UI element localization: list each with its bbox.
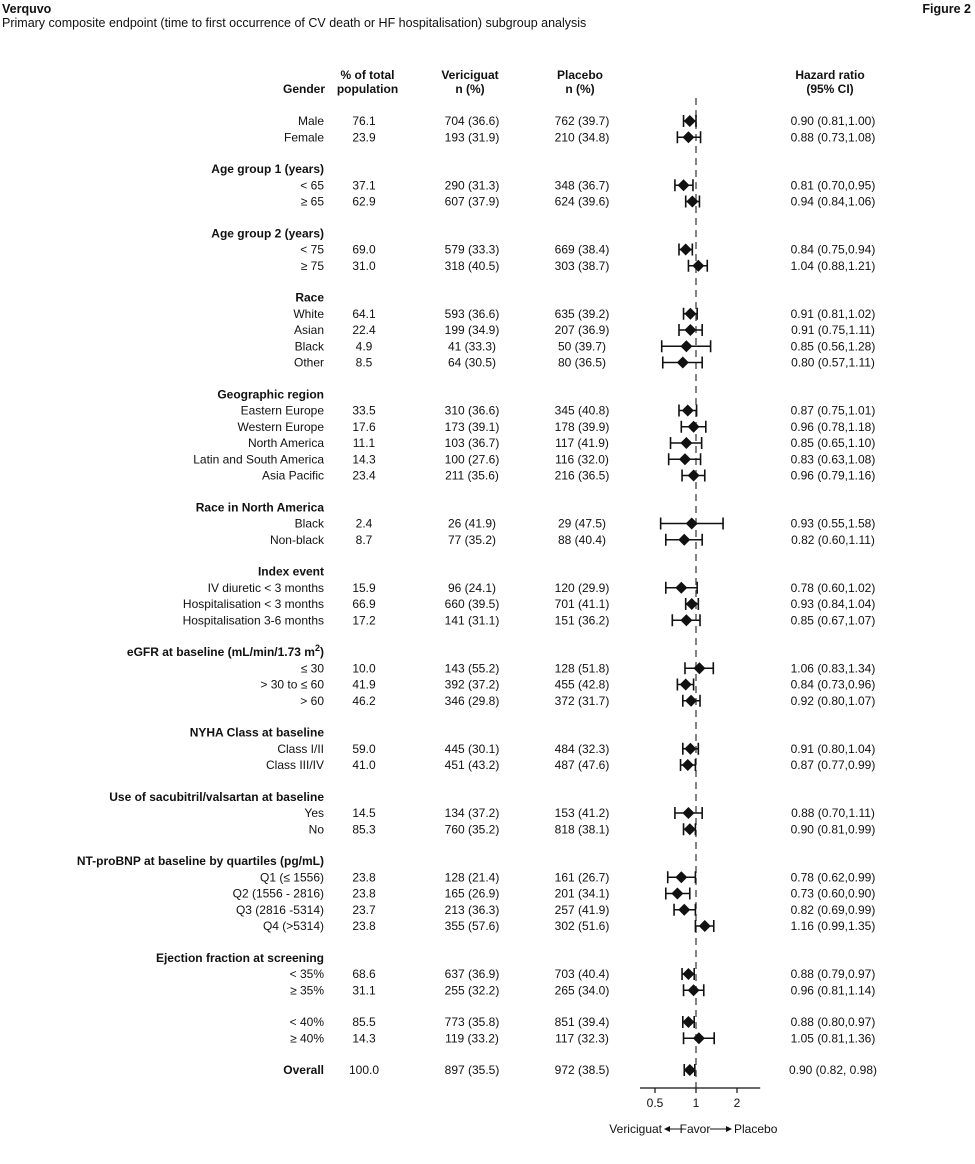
subgroup-label: ≥ 65: [300, 194, 324, 209]
point-estimate-marker: [675, 582, 687, 594]
placebo-cell: 120 (29.9): [554, 580, 610, 595]
subgroup-header: eGFR at baseline (mL/min/1.73 $m^2$): [126, 643, 324, 659]
point-estimate-marker: [684, 308, 696, 320]
placebo-cell: 972 (38.5): [554, 1063, 610, 1077]
placebo-cell: 207 (36.9): [554, 323, 610, 337]
point-estimate-marker: [682, 1016, 694, 1028]
subgroup-header: NT-proBNP at baseline by quartiles (pg/mL): [76, 854, 324, 868]
vericiguat-cell: 193 (31.9): [444, 130, 500, 145]
point-estimate-marker: [682, 131, 694, 143]
subgroup-label: North America: [247, 436, 324, 450]
percent-cell: 8.7: [355, 532, 373, 547]
subgroup-label: Latin and South America: [193, 452, 324, 467]
point-estimate-marker: [682, 968, 694, 980]
subgroup-label: > 30 to ≤ 60: [260, 677, 324, 692]
subgroup-label: < 40%: [289, 1015, 324, 1029]
vericiguat-cell: 445 (30.1): [444, 741, 500, 756]
hazard-ratio-cell: 0.96 (0.81,1.14): [790, 983, 876, 998]
subgroup-label: Female: [283, 130, 324, 145]
hazard-ratio-cell: 0.81 (0.70,0.95): [790, 178, 876, 193]
placebo-header-line1: Placebo: [556, 68, 604, 82]
placebo-cell: 80 (36.5): [557, 355, 607, 370]
point-estimate-marker: [678, 179, 690, 191]
subgroup-label: Asian: [293, 323, 324, 337]
hazard-ratio-cell: 0.84 (0.73,0.96): [790, 677, 876, 692]
point-estimate-marker: [684, 743, 696, 755]
placebo-cell: 701 (41.1): [554, 597, 610, 611]
placebo-cell: 88 (40.4): [557, 532, 607, 547]
hazard-ratio-cell: 0.88 (0.70,1.11): [791, 806, 875, 820]
vericiguat-cell: 760 (35.2): [444, 822, 500, 837]
hazard-ratio-cell: 0.90 (0.81,1.00): [790, 114, 876, 128]
vericiguat-cell: 593 (36.6): [444, 306, 500, 321]
vericiguat-cell: 143 (55.2): [444, 661, 500, 676]
placebo-cell: 178 (39.9): [554, 419, 610, 434]
percent-cell: 85.3: [352, 822, 376, 837]
hazard-ratio-cell: 1.06 (0.83,1.34): [790, 661, 876, 676]
subgroup-label: Q3 (2816 -5314): [235, 902, 324, 917]
percent-cell: 10.0: [352, 661, 376, 676]
hazard-ratio-cell: 0.87 (0.77,0.99): [790, 758, 876, 772]
favor-label: Favor: [679, 1122, 711, 1136]
placebo-cell: 153 (41.2): [554, 806, 610, 820]
subgroup-label: Q1 (≤ 1556): [260, 870, 324, 885]
subgroup-label: Q4 (>5314): [262, 919, 324, 933]
percent-cell: 31.0: [352, 258, 376, 273]
point-estimate-marker: [671, 888, 683, 900]
subgroup-label: Hospitalisation 3-6 months: [182, 613, 324, 628]
hazard-ratio-cell: 0.78 (0.60,1.02): [790, 580, 876, 595]
hazard-ratio-cell: 0.88 (0.73,1.08): [790, 130, 876, 145]
hazard-ratio-cell: 0.93 (0.84,1.04): [790, 597, 876, 611]
point-estimate-marker: [699, 920, 711, 932]
hazard-ratio-header-line1: Hazard ratio: [795, 68, 865, 82]
vericiguat-cell: 134 (37.2): [444, 806, 500, 820]
vericiguat-cell: 77 (35.2): [447, 532, 497, 547]
placebo-cell: 302 (51.6): [554, 919, 610, 933]
vericiguat-cell: 290 (31.3): [444, 178, 500, 193]
percent-cell: 14.5: [352, 806, 376, 820]
subgroup-header: Age group 2 (years): [211, 226, 324, 241]
vericiguat-cell: 173 (39.1): [444, 419, 500, 434]
point-estimate-marker: [684, 115, 696, 127]
hazard-ratio-cell: 0.85 (0.65,1.10): [790, 436, 876, 450]
placebo-cell: 216 (36.5): [554, 468, 610, 483]
subgroup-label: ≥ 40%: [290, 1031, 324, 1046]
subgroup-label: Class III/IV: [265, 758, 324, 772]
placebo-cell: 303 (38.7): [554, 258, 610, 273]
hazard-ratio-cell: 1.04 (0.88,1.21): [790, 258, 876, 273]
placebo-cell: 257 (41.9): [554, 902, 610, 917]
placebo-cell: 161 (26.7): [554, 870, 610, 885]
percent-cell: 23.9: [352, 130, 376, 145]
vericiguat-cell: 346 (29.8): [444, 693, 500, 708]
placebo-cell: 201 (34.1): [554, 886, 610, 901]
vericiguat-cell: 255 (32.2): [444, 983, 500, 998]
placebo-cell: 345 (40.8): [554, 403, 610, 418]
vericiguat-cell: 100 (27.6): [444, 452, 500, 467]
subgroup-header: Ejection fraction at screening: [155, 950, 324, 965]
subgroup-label: ≥ 75: [300, 258, 324, 273]
point-estimate-marker: [682, 405, 694, 417]
vericiguat-cell: 392 (37.2): [444, 677, 500, 692]
vericiguat-cell: 607 (37.9): [444, 194, 500, 209]
hazard-ratio-cell: 0.73 (0.60,0.90): [790, 886, 876, 901]
vericiguat-cell: 660 (39.5): [444, 597, 500, 611]
favor-right-label: Placebo: [734, 1122, 778, 1136]
point-estimate-marker: [678, 534, 690, 546]
placebo-cell: 818 (38.1): [554, 822, 610, 837]
point-estimate-marker: [688, 421, 700, 433]
x-tick-label: 2: [733, 1096, 741, 1110]
hazard-ratio-cell: 0.88 (0.80,0.97): [790, 1015, 876, 1029]
subgroup-label: Overall: [283, 1063, 324, 1077]
percent-cell: 85.5: [352, 1015, 376, 1029]
subgroup-label: Asia Pacific: [261, 468, 324, 483]
point-estimate-marker: [679, 453, 691, 465]
point-estimate-marker: [693, 1032, 705, 1044]
point-estimate-marker: [680, 679, 692, 691]
point-estimate-marker: [675, 871, 687, 883]
percent-cell: 15.9: [352, 580, 376, 595]
percent-cell: 14.3: [352, 1031, 376, 1046]
point-estimate-marker: [682, 759, 694, 771]
vericiguat-header-line2: n (%): [455, 82, 485, 96]
percent-cell: 68.6: [352, 967, 376, 981]
hazard-ratio-cell: 0.78 (0.62,0.99): [790, 870, 876, 885]
subgroup-label: IV diuretic < 3 months: [207, 580, 324, 595]
vericiguat-cell: 96 (24.1): [447, 580, 497, 595]
point-estimate-marker: [684, 823, 696, 835]
placebo-cell: 703 (40.4): [554, 967, 610, 981]
hazard-ratio-cell: 0.82 (0.69,0.99): [790, 902, 876, 917]
vericiguat-cell: 897 (35.5): [444, 1063, 500, 1077]
vericiguat-cell: 318 (40.5): [444, 258, 500, 273]
hazard-ratio-cell: 0.83 (0.63,1.08): [790, 452, 876, 467]
subgroup-header: Race: [295, 290, 324, 305]
figure-label: Figure 2: [922, 2, 971, 16]
subgroup-header-text: Gender: [282, 82, 325, 96]
hazard-ratio-cell: 0.87 (0.75,1.01): [790, 403, 876, 418]
subgroup-label: < 75: [300, 242, 324, 257]
placebo-cell: 348 (36.7): [554, 178, 610, 193]
subgroup-label: Other: [293, 355, 324, 370]
hazard-ratio-cell: 0.94 (0.84,1.06): [790, 194, 876, 209]
percent-cell: 46.2: [352, 693, 376, 708]
hazard-ratio-cell: 0.82 (0.60,1.11): [791, 532, 875, 547]
vericiguat-cell: 211 (35.6): [445, 468, 499, 483]
vericiguat-cell: 451 (43.2): [444, 758, 500, 772]
point-estimate-marker: [684, 1064, 696, 1076]
placebo-cell: 851 (39.4): [554, 1015, 610, 1029]
vericiguat-cell: 310 (36.6): [444, 403, 500, 418]
x-tick-label: 1: [692, 1096, 700, 1110]
percent-cell: 22.4: [352, 323, 376, 337]
placebo-cell: 487 (47.6): [554, 758, 610, 772]
vericiguat-cell: 199 (34.9): [444, 323, 500, 337]
vericiguat-header-line1: Vericiguat: [441, 68, 499, 82]
vericiguat-cell: 773 (35.8): [444, 1015, 500, 1029]
hazard-ratio-cell: 0.91 (0.80,1.04): [790, 741, 876, 756]
percent-cell: 62.9: [352, 194, 376, 209]
placebo-cell: 372 (31.7): [554, 693, 610, 708]
hazard-ratio-cell: 0.80 (0.57,1.11): [791, 355, 875, 370]
point-estimate-marker: [684, 324, 696, 336]
percent-cell: 76.1: [352, 114, 376, 128]
percent-cell: 64.1: [352, 306, 376, 321]
placebo-cell: 128 (51.8): [554, 661, 610, 676]
point-estimate-marker: [680, 244, 692, 256]
hazard-ratio-header-line2: (95% CI): [806, 82, 854, 96]
subgroup-label: ≥ 35%: [290, 983, 324, 998]
hazard-ratio-cell: 0.90 (0.82, 0.98): [788, 1063, 878, 1077]
subgroup-header: NYHA Class at baseline: [189, 725, 324, 740]
placebo-cell: 624 (39.6): [554, 194, 610, 209]
percent-header-line1: % of total: [340, 68, 395, 82]
hazard-ratio-cell: 1.16 (0.99,1.35): [790, 919, 876, 933]
point-estimate-marker: [680, 437, 692, 449]
percent-cell: 8.5: [355, 355, 373, 370]
subgroup-header: Use of sacubitril/valsartan at baseline: [109, 789, 324, 804]
percent-cell: 59.0: [352, 741, 376, 756]
placebo-cell: 117 (32.3): [555, 1031, 609, 1046]
placebo-cell: 265 (34.0): [554, 983, 610, 998]
vericiguat-cell: 579 (33.3): [444, 242, 500, 257]
subgroup-label: Q2 (1556 - 2816): [232, 886, 324, 901]
percent-cell: 17.6: [352, 419, 376, 434]
vericiguat-cell: 637 (36.9): [444, 967, 500, 981]
favor-right-arrowhead: [726, 1126, 732, 1132]
percent-header-line2: population: [336, 82, 399, 96]
vericiguat-cell: 165 (26.9): [444, 886, 500, 901]
percent-cell: 23.8: [352, 919, 376, 933]
subgroup-label: White: [293, 306, 324, 321]
percent-cell: 69.0: [352, 242, 376, 257]
point-estimate-marker: [680, 614, 692, 626]
vericiguat-cell: 64 (30.5): [447, 355, 497, 370]
x-tick-label: 0.5: [646, 1096, 664, 1110]
percent-cell: 11.1: [352, 436, 376, 450]
vericiguat-cell: 213 (36.3): [444, 902, 500, 917]
percent-cell: 23.4: [352, 468, 376, 483]
point-estimate-marker: [678, 904, 690, 916]
subgroup-header: Age group 1 (years): [211, 162, 324, 176]
vericiguat-cell: 355 (57.6): [444, 919, 500, 933]
placebo-cell: 210 (34.8): [554, 130, 610, 145]
placebo-cell: 151 (36.2): [554, 613, 610, 628]
placebo-header-line2: n (%): [565, 82, 595, 96]
subgroup-label: Eastern Europe: [240, 403, 324, 418]
figure-subtitle: Primary composite endpoint (time to first occurrence of CV death or HF hospitalisation) subgroup analysis: [2, 16, 587, 30]
placebo-cell: 117 (41.9): [555, 436, 609, 450]
percent-cell: 33.5: [352, 403, 376, 418]
vericiguat-cell: 41 (33.3): [447, 339, 497, 354]
favor-left-label: Vericiguat: [609, 1122, 662, 1136]
placebo-cell: 50 (39.7): [557, 339, 607, 354]
subgroup-header: Index event: [257, 564, 324, 579]
hazard-ratio-cell: 0.91 (0.75,1.11): [791, 323, 875, 337]
hazard-ratio-cell: 1.05 (0.81,1.36): [790, 1031, 876, 1046]
percent-cell: 23.8: [352, 886, 376, 901]
placebo-cell: 116 (32.0): [555, 452, 609, 467]
percent-cell: 66.9: [352, 597, 376, 611]
subgroup-label: ≤ 30: [300, 661, 324, 676]
vericiguat-cell: 26 (41.9): [447, 516, 497, 531]
hazard-ratio-cell: 0.93 (0.55,1.58): [790, 516, 876, 531]
subgroup-label: Black: [294, 339, 324, 354]
percent-cell: 31.1: [352, 983, 376, 998]
hazard-ratio-cell: 0.88 (0.79,0.97): [790, 967, 876, 981]
point-estimate-marker: [677, 357, 689, 369]
subgroup-header: Race in North America: [195, 500, 324, 515]
point-estimate-marker: [688, 470, 700, 482]
subgroup-label: Western Europe: [237, 419, 324, 434]
subgroup-header: Geographic region: [217, 387, 324, 402]
point-estimate-marker: [682, 807, 694, 819]
point-estimate-marker: [680, 340, 692, 352]
point-estimate-marker: [692, 260, 704, 272]
point-estimate-marker: [688, 984, 700, 996]
subgroup-label: < 35%: [289, 967, 324, 981]
hazard-ratio-cell: 0.85 (0.56,1.28): [790, 339, 876, 354]
subgroup-label: Hospitalisation < 3 months: [182, 597, 324, 611]
percent-cell: 4.9: [355, 339, 373, 354]
percent-cell: 41.9: [352, 677, 376, 692]
vericiguat-cell: 119 (33.2): [445, 1031, 499, 1046]
favor-left-arrowhead: [664, 1126, 670, 1132]
placebo-cell: 484 (32.3): [554, 741, 610, 756]
superscript: 2: [314, 643, 320, 653]
percent-cell: 23.7: [352, 902, 376, 917]
percent-cell: 14.3: [352, 452, 376, 467]
placebo-cell: 29 (47.5): [557, 516, 607, 531]
hazard-ratio-cell: 0.84 (0.75,0.94): [790, 242, 876, 257]
percent-cell: 17.2: [352, 613, 376, 628]
subgroup-label: Yes: [304, 806, 324, 820]
header-tail: ): [320, 645, 324, 659]
placebo-cell: 762 (39.7): [554, 114, 610, 128]
vericiguat-cell: 128 (21.4): [444, 870, 500, 885]
subgroup-label: No: [308, 822, 324, 837]
placebo-cell: 455 (42.8): [554, 677, 610, 692]
placebo-cell: 669 (38.4): [554, 242, 610, 257]
hazard-ratio-cell: 0.90 (0.81,0.99): [790, 822, 876, 837]
percent-cell: 37.1: [352, 178, 376, 193]
subgroup-label: > 60: [300, 693, 324, 708]
vericiguat-cell: 704 (36.6): [444, 114, 500, 128]
hazard-ratio-cell: 0.96 (0.78,1.18): [790, 419, 876, 434]
brand-name: Verquvo: [2, 2, 52, 16]
subgroup-label: Non-black: [269, 532, 324, 547]
hazard-ratio-cell: 0.91 (0.81,1.02): [790, 306, 876, 321]
hazard-ratio-cell: 0.96 (0.79,1.16): [790, 468, 876, 483]
percent-cell: 23.8: [352, 870, 376, 885]
vericiguat-cell: 103 (36.7): [444, 436, 500, 450]
subgroup-label: Male: [297, 114, 324, 128]
subgroup-label: Class I/II: [277, 741, 324, 756]
percent-cell: 41.0: [352, 758, 376, 772]
percent-cell: 2.4: [355, 516, 373, 531]
hazard-ratio-cell: 0.92 (0.80,1.07): [790, 693, 876, 708]
subgroup-label: < 65: [300, 178, 324, 193]
placebo-cell: 635 (39.2): [554, 306, 610, 321]
subgroup-label: Black: [294, 516, 324, 531]
vericiguat-cell: 141 (31.1): [444, 613, 500, 628]
percent-cell: 100.0: [348, 1063, 380, 1077]
hazard-ratio-cell: 0.85 (0.67,1.07): [790, 613, 876, 628]
